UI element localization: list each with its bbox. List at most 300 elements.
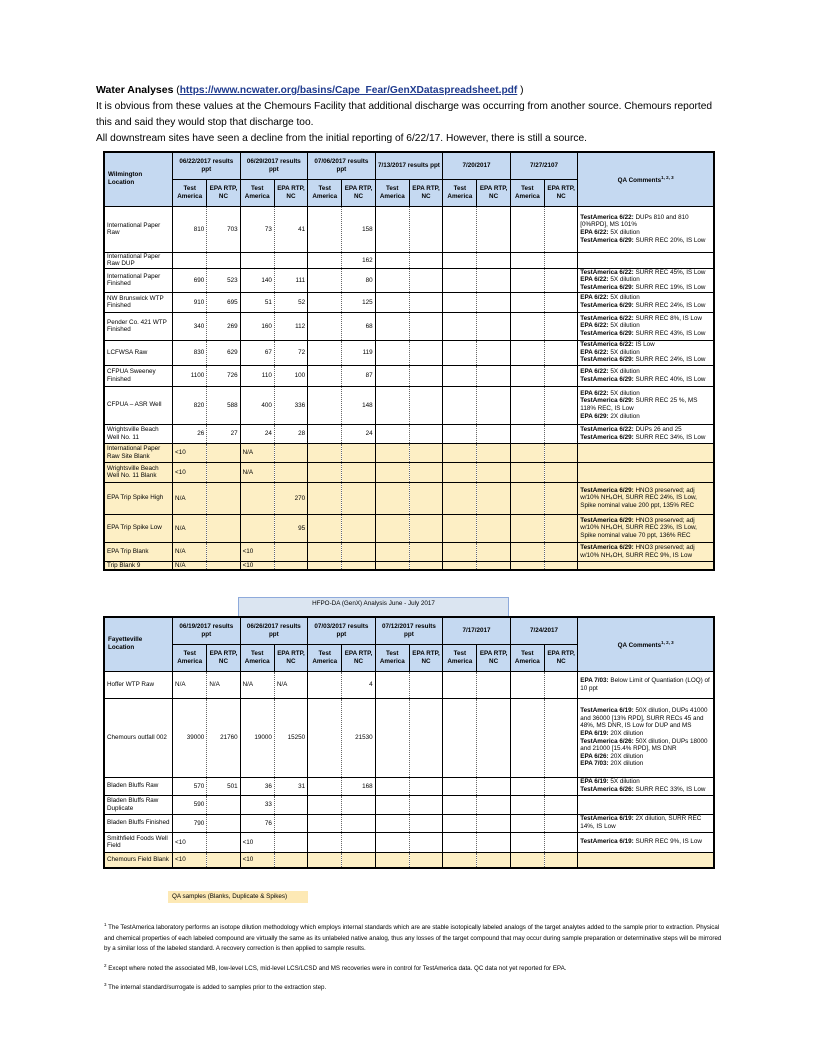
footnotes (104, 920, 722, 1000)
date-header: 07/06/2017 results ppt (308, 152, 376, 179)
value-cell: N/A (173, 561, 207, 570)
value-cell (545, 206, 578, 252)
value-cell: 36 (240, 777, 274, 795)
value-cell (443, 832, 477, 852)
value-cell: 501 (207, 777, 240, 795)
value-cell (443, 365, 477, 386)
value-cell (308, 814, 342, 832)
value-cell (409, 268, 442, 292)
value-cell (342, 795, 375, 814)
location-cell: LCFWSA Raw (104, 340, 173, 365)
value-cell (375, 698, 409, 777)
location-cell: Pender Co. 421 WTP Finished (104, 312, 173, 340)
value-cell (443, 514, 477, 542)
test-america-subheader: Test America (308, 644, 342, 671)
value-cell (375, 671, 409, 698)
value-cell: 19000 (240, 698, 274, 777)
value-cell (545, 561, 578, 570)
value-cell: 340 (173, 312, 207, 340)
date-header: 07/03/2017 results ppt (308, 617, 376, 644)
location-cell: Bladen Bluffs Raw Duplicate (104, 795, 173, 814)
value-cell (375, 312, 409, 340)
value-cell (545, 514, 578, 542)
qa-comment-cell: EPA 7/03: Below Limit of Quantiation (LOQ) of 10 ppt (578, 671, 714, 698)
value-cell (443, 312, 477, 340)
value-cell (510, 698, 544, 777)
value-cell (510, 386, 544, 424)
test-america-subheader: Test America (173, 644, 207, 671)
value-cell (375, 365, 409, 386)
value-cell (510, 514, 544, 542)
value-cell: 76 (240, 814, 274, 832)
value-cell (375, 814, 409, 832)
value-cell (274, 443, 307, 462)
value-cell (207, 252, 240, 268)
value-cell (477, 206, 510, 252)
value-cell (274, 832, 307, 852)
value-cell (342, 462, 375, 482)
value-cell: N/A (173, 514, 207, 542)
value-cell: N/A (173, 542, 207, 561)
value-cell (207, 462, 240, 482)
value-cell: 15250 (274, 698, 307, 777)
value-cell (274, 462, 307, 482)
value-cell (443, 542, 477, 561)
value-cell (308, 443, 342, 462)
value-cell (545, 312, 578, 340)
qa-comment-cell (578, 852, 714, 868)
value-cell (409, 365, 442, 386)
table-row (104, 340, 714, 365)
value-cell: 100 (274, 365, 307, 386)
value-cell: <10 (173, 462, 207, 482)
value-cell (409, 206, 442, 252)
location-cell: Trip Blank 9 (104, 561, 173, 570)
location-cell: International Paper Finished (104, 268, 173, 292)
qa-comment-cell: TestAmerica 6/29: HNO3 preserved; adj w/10% NH₄OH, SURR REC 24%, IS Low, Spike nominal value 200 ppt, 135% REC (578, 482, 714, 514)
test-america-subheader: Test America (240, 179, 274, 206)
value-cell (375, 292, 409, 312)
test-america-subheader: Test America (443, 644, 477, 671)
value-cell (510, 852, 544, 868)
test-america-subheader: Test America (240, 644, 274, 671)
value-cell: N/A (173, 482, 207, 514)
footnote-1 (104, 920, 722, 955)
value-cell: <10 (240, 542, 274, 561)
epa-subheader: EPA RTP, NC (477, 179, 510, 206)
value-cell (409, 777, 442, 795)
value-cell (375, 832, 409, 852)
date-header: 7/13/2017 results ppt (375, 152, 443, 179)
value-cell (510, 424, 544, 443)
value-cell (545, 462, 578, 482)
date-header: 06/19/2017 results ppt (173, 617, 241, 644)
value-cell (274, 561, 307, 570)
value-cell (443, 698, 477, 777)
page-title: Water Analyses (96, 84, 174, 96)
value-cell (510, 482, 544, 514)
qa-comment-cell: TestAmerica 6/19: 50X dilution, DUPs 41000 and 36000 [13% RPD], SURR RECs 45 and 48%, MS DNR, IS Low for DUP and MS EPA 6/19: 20X dilution TestAmerica 6/26: 50X dilution, DUPs 18000 and 21000 [15.4% RPD], MS DNR EPA 6/26: 20X dilution EPA 7/03: 20X dilution (578, 698, 714, 777)
value-cell (308, 514, 342, 542)
value-cell (375, 482, 409, 514)
value-cell: 168 (342, 777, 375, 795)
table-row (104, 514, 714, 542)
value-cell: 39000 (173, 698, 207, 777)
value-cell: 910 (173, 292, 207, 312)
link-close: ) (520, 85, 524, 96)
value-cell (477, 698, 510, 777)
value-cell (375, 514, 409, 542)
value-cell (544, 832, 577, 852)
value-cell (443, 292, 477, 312)
value-cell (477, 561, 510, 570)
genx-banner: HFPO-DA (GenX) Analysis June - July 2017 (238, 597, 509, 618)
location-cell: Wrightsville Beach Well No. 11 Blank (104, 462, 173, 482)
value-cell (477, 424, 510, 443)
location-cell: NW Brunswick WTP Finished (104, 292, 173, 312)
value-cell (342, 542, 375, 561)
value-cell (477, 671, 510, 698)
value-cell (409, 292, 442, 312)
value-cell (409, 795, 442, 814)
value-cell (510, 340, 544, 365)
title-line (96, 82, 726, 99)
value-cell: 27 (207, 424, 240, 443)
value-cell: <10 (173, 832, 207, 852)
value-cell (207, 561, 240, 570)
table-row (104, 561, 714, 570)
value-cell (510, 561, 544, 570)
value-cell: 73 (240, 206, 274, 252)
value-cell (274, 542, 307, 561)
value-cell (308, 386, 342, 424)
fayetteville-table (103, 616, 715, 869)
value-cell (477, 795, 510, 814)
value-cell (375, 443, 409, 462)
value-cell: 41 (274, 206, 307, 252)
value-cell (375, 852, 409, 868)
footnote-3-text: The internal standard/surrogate is added to samples prior to the extraction step. (108, 984, 327, 992)
value-cell (308, 312, 342, 340)
footnote-2-text: Except where noted the associated MB, low-level LCS, mid-level LCS/LCSD and MS recoveries were in control for TestAmerica data. QC data not yet reported for EPA. (108, 964, 567, 972)
table-row (104, 542, 714, 561)
value-cell (477, 268, 510, 292)
value-cell (207, 795, 240, 814)
location-cell: Bladen Bluffs Raw (104, 777, 173, 795)
epa-subheader: EPA RTP, NC (477, 644, 510, 671)
value-cell (308, 542, 342, 561)
value-cell: N/A (240, 671, 274, 698)
qa-comment-cell: EPA 6/22: 5X dilution TestAmerica 6/29: SURR REC 25 %, MS 118% REC, IS Low EPA 6/29: 2X dilution (578, 386, 714, 424)
value-cell (207, 482, 240, 514)
value-cell: 400 (240, 386, 274, 424)
value-cell (510, 777, 544, 795)
value-cell (409, 443, 442, 462)
location-cell: Wrightsville Beach Well No. 11 (104, 424, 173, 443)
value-cell (477, 814, 510, 832)
value-cell (545, 340, 578, 365)
intro (96, 82, 726, 147)
value-cell (409, 814, 442, 832)
date-header: 06/26/2017 results ppt (240, 617, 308, 644)
value-cell: 110 (240, 365, 274, 386)
epa-subheader: EPA RTP, NC (342, 179, 375, 206)
value-cell (409, 252, 442, 268)
value-cell (443, 482, 477, 514)
value-cell: N/A (274, 671, 307, 698)
table-row (104, 852, 714, 868)
value-cell (477, 852, 510, 868)
value-cell (510, 443, 544, 462)
value-cell (510, 312, 544, 340)
qa-comment-cell (578, 443, 714, 462)
value-cell (240, 482, 274, 514)
location-cell: EPA Trip Spike High (104, 482, 173, 514)
value-cell: <10 (240, 561, 274, 570)
value-cell (375, 795, 409, 814)
footnote-1-mark: 1 (104, 922, 107, 927)
value-cell: 830 (173, 340, 207, 365)
value-cell: <10 (240, 832, 274, 852)
value-cell: 790 (173, 814, 207, 832)
table-row (104, 292, 714, 312)
value-cell: 588 (207, 386, 240, 424)
table-row (104, 252, 714, 268)
value-cell (477, 365, 510, 386)
qa-comment-cell: TestAmerica 6/19: 2X dilution, SURR REC 14%, IS Low (578, 814, 714, 832)
value-cell (443, 252, 477, 268)
value-cell (544, 777, 577, 795)
location-cell: CFPUA – ASR Well (104, 386, 173, 424)
value-cell: 31 (274, 777, 307, 795)
date-header: 7/17/2017 (443, 617, 511, 644)
test-america-subheader: Test America (375, 179, 409, 206)
footnote-2 (104, 961, 722, 975)
qa-comment-cell: EPA 6/22: 5X dilution TestAmerica 6/29: SURR REC 40%, IS Low (578, 365, 714, 386)
value-cell (207, 832, 240, 852)
table-row (104, 698, 714, 777)
value-cell (375, 206, 409, 252)
value-cell (510, 671, 544, 698)
value-cell: 21760 (207, 698, 240, 777)
value-cell (375, 777, 409, 795)
value-cell (477, 542, 510, 561)
location-cell: EPA Trip Spike Low (104, 514, 173, 542)
date-header: 7/24/2017 (510, 617, 578, 644)
value-cell: 820 (173, 386, 207, 424)
location-cell: International Paper Raw (104, 206, 173, 252)
value-cell (477, 252, 510, 268)
table-row (104, 424, 714, 443)
value-cell: 726 (207, 365, 240, 386)
value-cell (477, 832, 510, 852)
qa-comments-header: QA Comments$^{1, 2, 3}$ (578, 152, 714, 206)
location-cell: Bladen Bluffs Finished (104, 814, 173, 832)
value-cell (342, 832, 375, 852)
value-cell (477, 482, 510, 514)
value-cell: 158 (342, 206, 375, 252)
intro-paragraph-1: It is obvious from these values at the Chemours Facility that additional discharge was occurring from another source. Chemours reported this and said they would stop that discharge too. (96, 101, 713, 128)
qa-comment-cell (578, 795, 714, 814)
value-cell (409, 482, 442, 514)
location-cell: Chemours Field Blank (104, 852, 173, 868)
value-cell: N/A (240, 462, 274, 482)
value-cell (443, 671, 477, 698)
qa-comment-cell: TestAmerica 6/19: SURR REC 9%, IS Low (578, 832, 714, 852)
value-cell (443, 561, 477, 570)
value-cell (375, 424, 409, 443)
value-cell (342, 561, 375, 570)
location-cell: Smithfield Foods Well Field (104, 832, 173, 852)
value-cell (342, 514, 375, 542)
value-cell: 72 (274, 340, 307, 365)
date-header: 06/22/2017 results ppt (173, 152, 241, 179)
value-cell (375, 252, 409, 268)
value-cell (274, 814, 307, 832)
value-cell: 95 (274, 514, 307, 542)
value-cell (207, 852, 240, 868)
value-cell (545, 386, 578, 424)
value-cell: 67 (240, 340, 274, 365)
epa-subheader: EPA RTP, NC (207, 644, 240, 671)
value-cell (477, 777, 510, 795)
location-header: Wilmington Location (104, 152, 173, 206)
value-cell (207, 443, 240, 462)
value-cell (477, 386, 510, 424)
value-cell (544, 795, 577, 814)
footnote-1-text: The TestAmerica laboratory performs an isotope dilution methodology which employs internal standards which are are stable isotopically labeled analogs of the target analytes added to the sample prior to extraction. Physical and chemical properties of each labeled compound are virtually the same as its unlabeled native analog, thus any losses of the target compound that may occur during sample preparation or determinative steps will be mirrored by a similar loss of the labeled standard. A recovery correction is then applied to sample results. (104, 924, 722, 953)
test-america-subheader: Test America (510, 644, 544, 671)
qa-comment-cell: EPA 6/19: 5X dilution TestAmerica 6/26: SURR REC 33%, IS Low (578, 777, 714, 795)
value-cell (544, 814, 577, 832)
value-cell (409, 852, 442, 868)
value-cell (477, 292, 510, 312)
value-cell (308, 777, 342, 795)
table-row (104, 777, 714, 795)
location-cell: EPA Trip Blank (104, 542, 173, 561)
value-cell (308, 462, 342, 482)
value-cell (308, 292, 342, 312)
qa-comment-cell: EPA 6/22: 5X dilution TestAmerica 6/29: SURR REC 24%, IS Low (578, 292, 714, 312)
value-cell (443, 814, 477, 832)
value-cell (308, 206, 342, 252)
value-cell (545, 292, 578, 312)
epa-subheader: EPA RTP, NC (207, 179, 240, 206)
value-cell (510, 365, 544, 386)
value-cell (443, 268, 477, 292)
value-cell (409, 698, 442, 777)
value-cell (443, 777, 477, 795)
date-header: 7/27/2107 (510, 152, 578, 179)
footnote-3-mark: 3 (104, 982, 107, 988)
value-cell (443, 206, 477, 252)
table-row (104, 482, 714, 514)
qa-comment-cell: TestAmerica 6/22: DUPs 810 and 810 [0%RPD], MS 101% EPA 6/22: 5X dilution TestAmerica 6/29: SURR REC 20%, IS Low (578, 206, 714, 252)
location-cell: International Paper Raw Site Blank (104, 443, 173, 462)
value-cell: 160 (240, 312, 274, 340)
value-cell: 119 (342, 340, 375, 365)
value-cell (409, 386, 442, 424)
qa-comment-cell: TestAmerica 6/22: SURR REC 8%, IS Low EPA 6/22: 5X dilution TestAmerica 6/29: SURR REC 43%, IS Low (578, 312, 714, 340)
table-row (104, 206, 714, 252)
value-cell (342, 482, 375, 514)
footnote-3 (104, 980, 722, 994)
table-row (104, 386, 714, 424)
location-header: Fayetteville Location (104, 617, 173, 671)
value-cell (342, 852, 375, 868)
value-cell (545, 424, 578, 443)
value-cell (510, 462, 544, 482)
value-cell (409, 542, 442, 561)
spreadsheet-link[interactable]: https://www.ncwater.org/basins/Cape_Fear/GenXDataspreadsheet.pdf (179, 85, 518, 96)
value-cell (510, 268, 544, 292)
epa-subheader: EPA RTP, NC (274, 644, 307, 671)
table-row (104, 795, 714, 814)
value-cell (308, 268, 342, 292)
value-cell (308, 671, 342, 698)
table-row (104, 365, 714, 386)
value-cell: 590 (173, 795, 207, 814)
value-cell (544, 671, 577, 698)
value-cell (477, 340, 510, 365)
qa-comment-cell: TestAmerica 6/22: IS Low EPA 6/22: 5X dilution TestAmerica 6/29: SURR REC 24%, IS Low (578, 340, 714, 365)
test-america-subheader: Test America (443, 179, 477, 206)
test-america-subheader: Test America (173, 179, 207, 206)
value-cell: 87 (342, 365, 375, 386)
value-cell (308, 340, 342, 365)
value-cell (443, 795, 477, 814)
value-cell (510, 542, 544, 561)
test-america-subheader: Test America (308, 179, 342, 206)
qa-comment-cell: TestAmerica 6/22: SURR REC 45%, IS Low EPA 6/22: 5X dilution TestAmerica 6/29: SURR REC 19%, IS Low (578, 268, 714, 292)
value-cell: 24 (240, 424, 274, 443)
value-cell: 690 (173, 268, 207, 292)
value-cell (477, 443, 510, 462)
value-cell: 629 (207, 340, 240, 365)
value-cell: 52 (274, 292, 307, 312)
qa-comment-cell (578, 252, 714, 268)
value-cell: 270 (274, 482, 307, 514)
test-america-subheader: Test America (375, 644, 409, 671)
value-cell: 703 (207, 206, 240, 252)
value-cell (240, 514, 274, 542)
value-cell: 269 (207, 312, 240, 340)
qa-comment-cell: TestAmerica 6/22: DUPs 26 and 25 TestAmerica 6/29: SURR REC 34%, IS Low (578, 424, 714, 443)
value-cell (375, 561, 409, 570)
value-cell (544, 698, 577, 777)
table-row (104, 312, 714, 340)
date-header: 7/20/2017 (443, 152, 511, 179)
value-cell (545, 268, 578, 292)
value-cell (375, 386, 409, 424)
value-cell (545, 482, 578, 514)
value-cell (545, 542, 578, 561)
value-cell (443, 443, 477, 462)
qa-comment-cell (578, 462, 714, 482)
value-cell: <10 (173, 443, 207, 462)
qa-comments-header: QA Comments$^{1, 2, 3}$ (578, 617, 714, 671)
value-cell (342, 443, 375, 462)
epa-subheader: EPA RTP, NC (342, 644, 375, 671)
qa-comment-cell: TestAmerica 6/29: HNO3 preserved; adj w/10% NH₄OH, SURR REC 23%, IS Low, Spike nominal value 70 ppt, 136% REC (578, 514, 714, 542)
value-cell (409, 340, 442, 365)
location-cell: International Paper Raw DUP (104, 252, 173, 268)
table-row (104, 832, 714, 852)
value-cell: 24 (342, 424, 375, 443)
value-cell: 148 (342, 386, 375, 424)
value-cell: 80 (342, 268, 375, 292)
qa-comment-cell: TestAmerica 6/29: HNO3 preserved; adj w/10% NH₄OH, SURR REC 9%, IS Low (578, 542, 714, 561)
